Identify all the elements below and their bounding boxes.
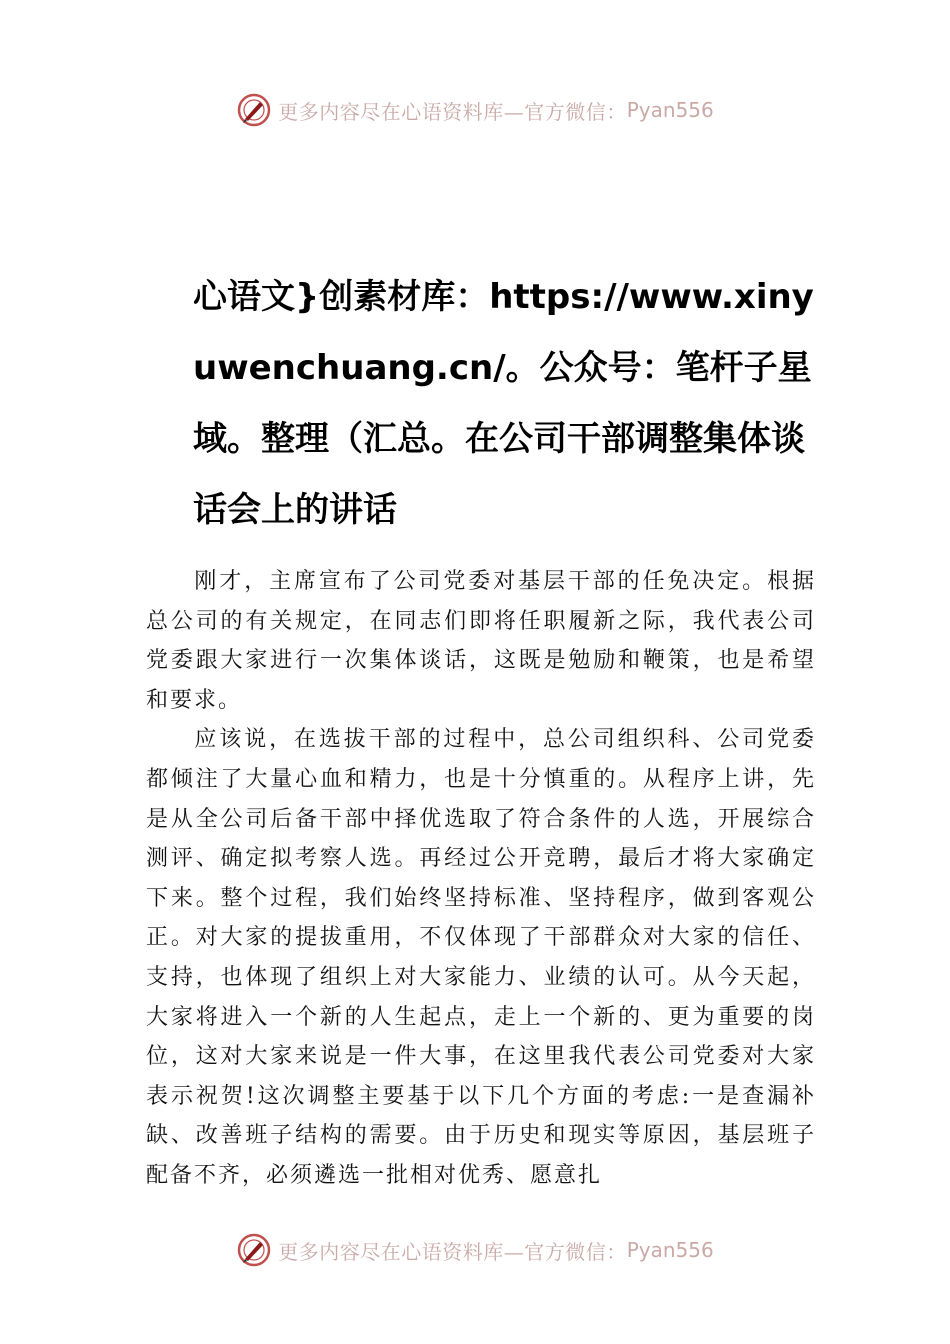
pen-logo-icon xyxy=(236,1232,272,1268)
header-banner xyxy=(0,92,950,128)
footer-wechat-id: Pyan556 xyxy=(626,1238,714,1262)
paragraph-2: 应该说，在选拔干部的过程中，总公司组织科、公司党委都倾注了大量心血和精力，也是十分慎重的。从程序上讲，先是从全公司后备干部中择优选取了符合条件的人选，开展综合测评、确定拟考察人选。再经过公开竞聘，最后才将大家确定下来。整个过程，我们始终坚持标准、坚持程序，做到客观公正。对大家的提拔重用，不仅体现了干部群众对大家的信任、支持，也体现了组织上对大家能力、业绩的认可。从今天起，大家将进入一个新的人生起点，走上一个新的、更为重要的岗位，这对大家来说是一件大事，在这里我代表公司党委对大家表示祝贺!这次调整主要基于以下几个方面的考虑:一是查漏补缺、改善班子结构的需要。由于历史和现实等原因，基层班子配备不齐，必须遴选一批相对优秀、愿意扎 xyxy=(146,727,816,1188)
paragraph-1: 刚才，主席宣布了公司党委对基层干部的任免决定。根据总公司的有关规定，在同志们即将任职履新之际，我代表公司党委跟大家进行一次集体谈话，这既是勉励和鞭策，也是希望和要求。 xyxy=(146,569,816,713)
header-wechat-id: Pyan556 xyxy=(626,98,714,122)
footer-banner xyxy=(0,1232,950,1268)
document-title: 心语文}创素材库：https://www.xinyuwenchuang.cn/。公众号：笔杆子星域。整理（汇总。在公司干部调整集体谈话会上的讲话 xyxy=(193,277,814,530)
pen-logo-icon xyxy=(236,92,272,128)
document-body xyxy=(146,562,816,1196)
header-banner-text: 更多内容尽在心语资料库—官方微信： xyxy=(278,99,627,124)
footer-banner-text: 更多内容尽在心语资料库—官方微信： xyxy=(278,1239,627,1264)
